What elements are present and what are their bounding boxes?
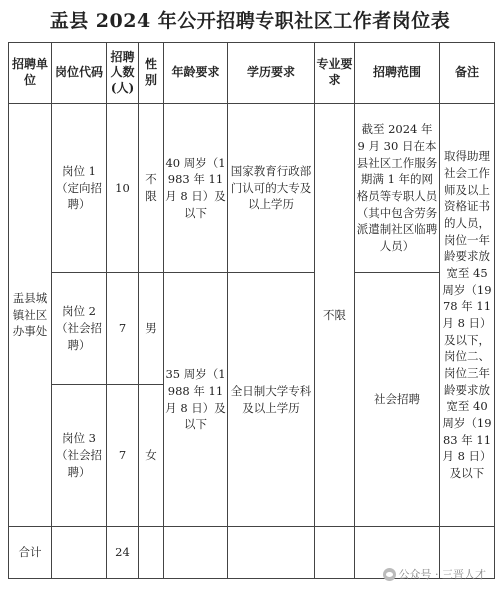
position-code: 岗位 1（定向招聘）	[52, 104, 107, 273]
header-age: 年龄要求	[164, 43, 228, 104]
header-note: 备注	[440, 43, 495, 104]
position-gender: 女	[139, 385, 164, 527]
table-row	[9, 273, 495, 385]
header-major: 专业要求	[315, 43, 355, 104]
header-count: 招聘人数(人)	[107, 43, 139, 104]
header-edu: 学历要求	[228, 43, 315, 104]
page-title: 盂县 2024 年公开招聘专职社区工作者岗位表	[49, 10, 451, 32]
header-unit: 招聘单位	[9, 43, 52, 104]
major-requirement: 不限	[315, 104, 355, 527]
header-gender: 性别	[139, 43, 164, 104]
position-scope: 截至 2024 年 9 月 30 日在本县社区工作服务期满 1 年的网格员等专职人员（其中包含劳务派遣制社区临聘人员）	[355, 104, 440, 273]
position-code: 岗位 2（社会招聘）	[52, 273, 107, 385]
table-row	[9, 104, 495, 273]
header-scope: 招聘范围	[355, 43, 440, 104]
header-row	[9, 43, 495, 104]
position-age: 40 周岁（1983 年 11 月 8 日）及以下	[164, 104, 228, 273]
unit-name: 盂县城镇社区办事处	[9, 104, 52, 527]
total-count: 24	[107, 527, 139, 579]
position-edu: 国家教育行政部门认可的大专及以上学历	[228, 104, 315, 273]
position-count: 10	[107, 104, 139, 273]
position-gender: 不限	[139, 104, 164, 273]
total-label: 合计	[9, 527, 52, 579]
position-code: 岗位 3（社会招聘）	[52, 385, 107, 527]
position-scope: 社会招聘	[355, 273, 440, 527]
position-age: 35 周岁（1988 年 11 月 8 日）及以下	[164, 273, 228, 527]
total-blank	[52, 527, 107, 579]
watermark-text: 公众号 · 三晋人才	[398, 568, 486, 581]
note-text: 取得助理社会工作师及以上资格证书的人员，岗位一年龄要求放宽至 45 周岁（1978 年 11 月 8 日）及以下，岗位二、岗位三年龄要求放宽至 40 周岁（1983 年 11 月 8 日）及以下	[440, 104, 495, 527]
position-gender: 男	[139, 273, 164, 385]
position-count: 7	[107, 273, 139, 385]
watermark	[383, 566, 487, 582]
position-table	[8, 42, 495, 579]
header-code: 岗位代码	[52, 43, 107, 104]
wechat-icon	[383, 568, 396, 581]
position-count: 7	[107, 385, 139, 527]
position-edu: 全日制大学专科及以上学历	[228, 273, 315, 527]
